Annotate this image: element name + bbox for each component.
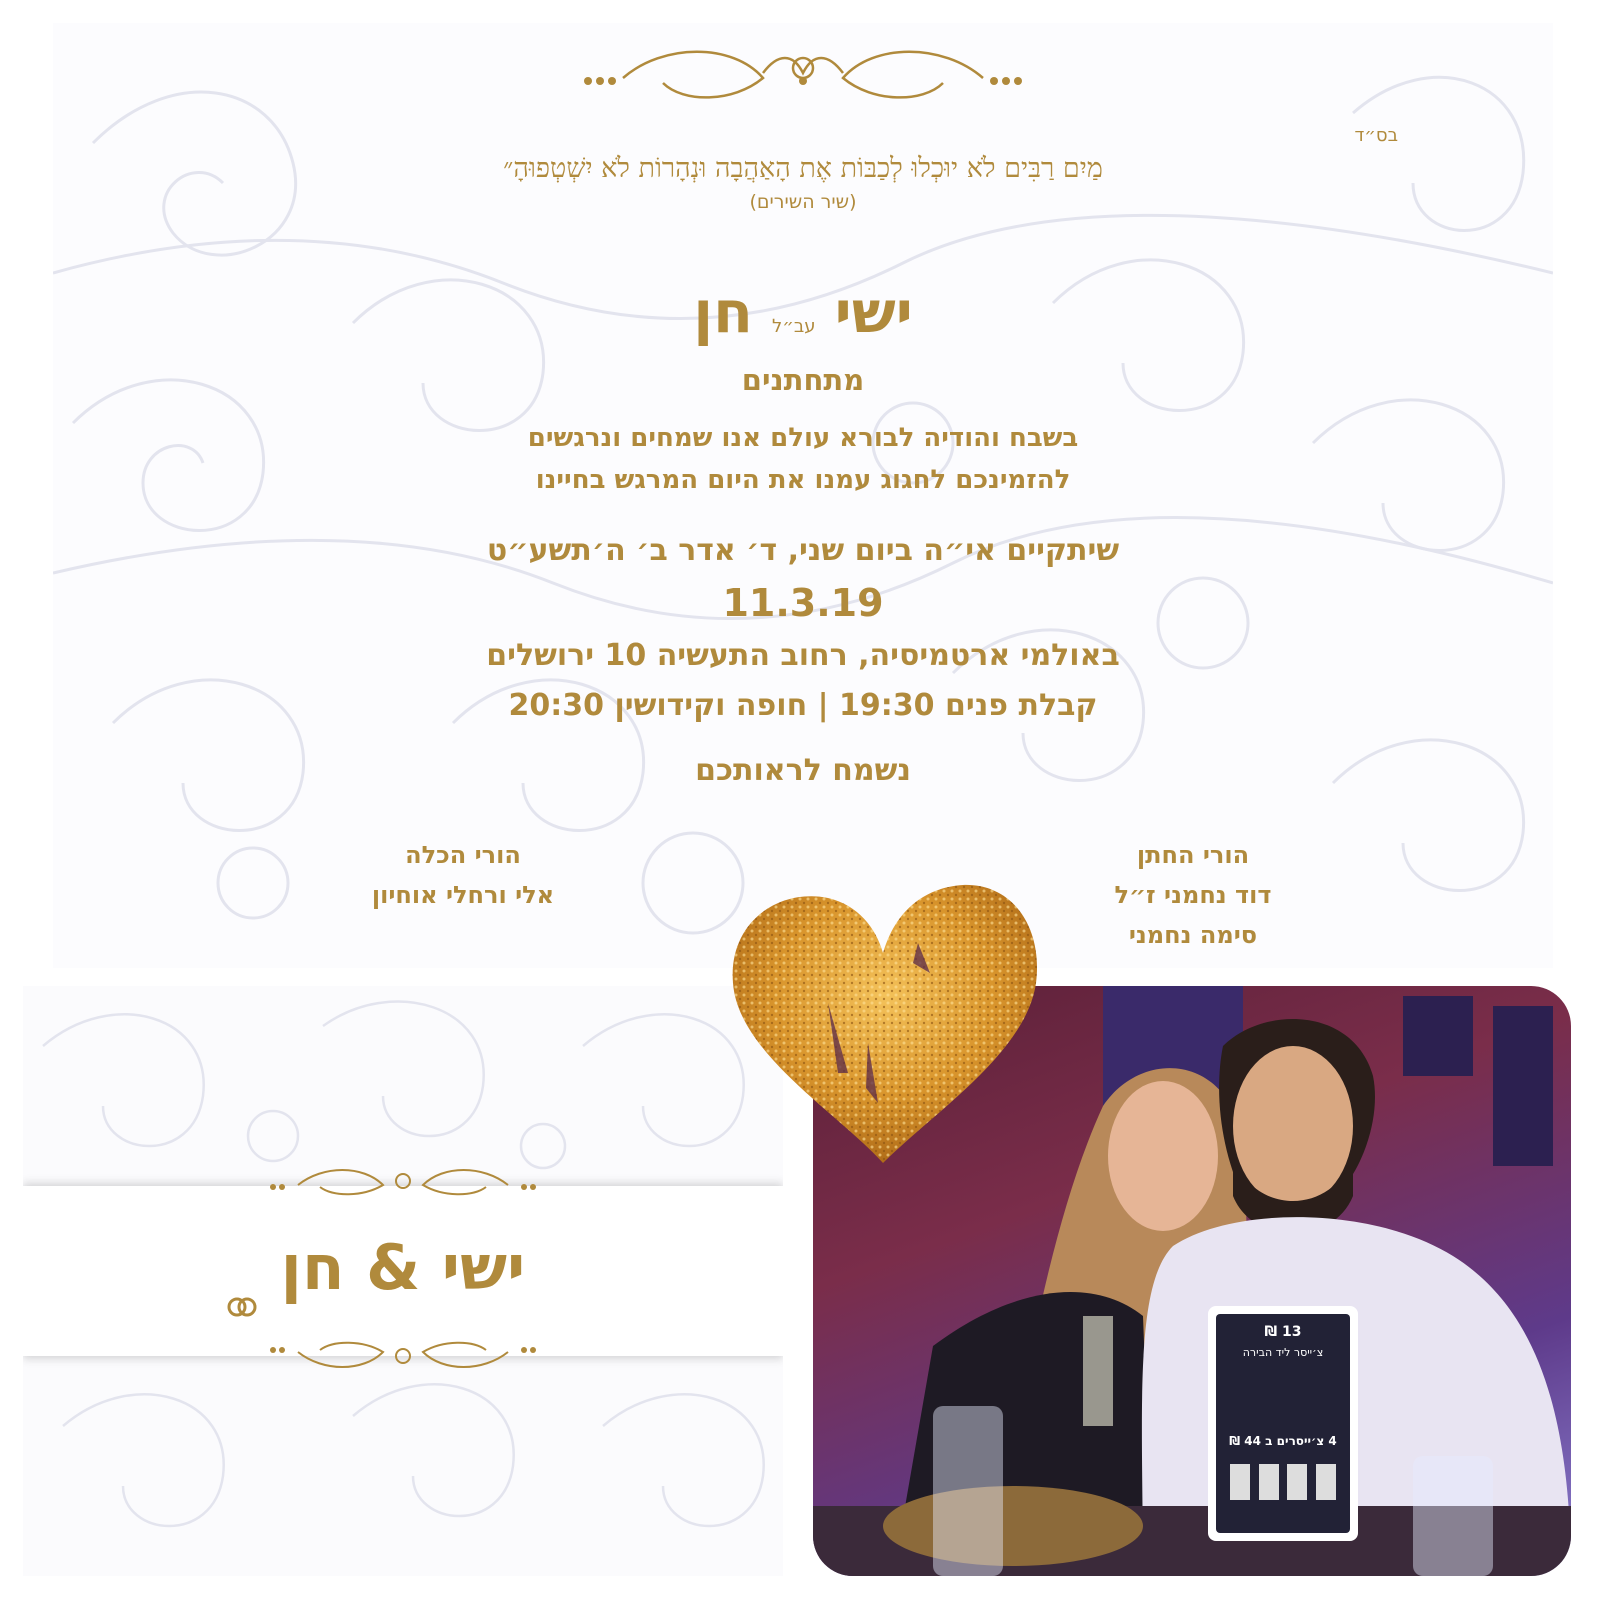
invitation-card bbox=[53, 23, 1553, 968]
verse-source: (שיר השירים) bbox=[749, 191, 857, 213]
sign-title: צ׳ייסר ליד הבירה bbox=[1242, 1346, 1324, 1359]
blessing-line-2: להזמינכם לחגוג עמנו את היום המרגש בחיינו bbox=[535, 465, 1071, 495]
event-date: 11.3.19 bbox=[722, 581, 884, 625]
groom-parents-line-2: סימה נחמני bbox=[1128, 921, 1258, 949]
envelope-band bbox=[23, 1186, 783, 1356]
bride-parents-title: הורי הכלה bbox=[405, 841, 521, 869]
sign-glasses-icon bbox=[1230, 1464, 1336, 1504]
hebrew-date: שיתקיים אי״ה ביום שני, ד׳ אדר ב׳ ה׳תשע״ט bbox=[486, 533, 1120, 568]
sign-price: 13 ₪ bbox=[1264, 1324, 1302, 1340]
envelope-names: ישי & חן bbox=[280, 1231, 526, 1304]
bsd-label: בס״ד bbox=[1354, 125, 1398, 146]
venue-text: באולמי ארטמיסיה, רחוב התעשיה 10 ירושלים bbox=[486, 638, 1120, 673]
ornament-top bbox=[563, 33, 1043, 113]
rings-icon bbox=[223, 1291, 263, 1321]
verse-text: מַיִם רַבִּים לֹא יוּכְלוּ לְכַבּוֹת אֶת הָאַהֲבָה וּנְהָרוֹת לֹא יִשְׁטְפוּהָ״ bbox=[503, 153, 1103, 184]
times-text: קבלת פנים 19:30 | חופה וקידושין 20:30 bbox=[508, 688, 1098, 723]
groom-name: ישי bbox=[834, 278, 913, 346]
table-sign bbox=[1208, 1306, 1358, 1541]
groom-tag: עב״ל bbox=[772, 316, 816, 337]
bride-name: חן bbox=[693, 278, 753, 346]
closing-text: נשמח לראותכם bbox=[695, 753, 911, 788]
envelope-card bbox=[23, 986, 783, 1576]
ornament-band-bottom bbox=[258, 1336, 548, 1376]
collage bbox=[18, 18, 1581, 1581]
ornament-band-top bbox=[258, 1161, 548, 1201]
groom-parents-line-1: דוד נחמני ז״ל bbox=[1114, 881, 1272, 909]
sign-offer: 4 צ׳ייסרים ב 44 ₪ bbox=[1229, 1434, 1337, 1448]
gold-heart-icon bbox=[718, 873, 1048, 1173]
blessing-line-1: בשבח והודיה לבורא עולם אנו שמחים ונרגשים bbox=[527, 423, 1079, 453]
announce-text: מתחתנים bbox=[741, 363, 865, 397]
bride-parents-line-1: אלי ורחלי אוחיון bbox=[371, 881, 555, 909]
couple-names bbox=[53, 278, 1553, 346]
groom-parents-title: הורי החתן bbox=[1136, 841, 1250, 869]
